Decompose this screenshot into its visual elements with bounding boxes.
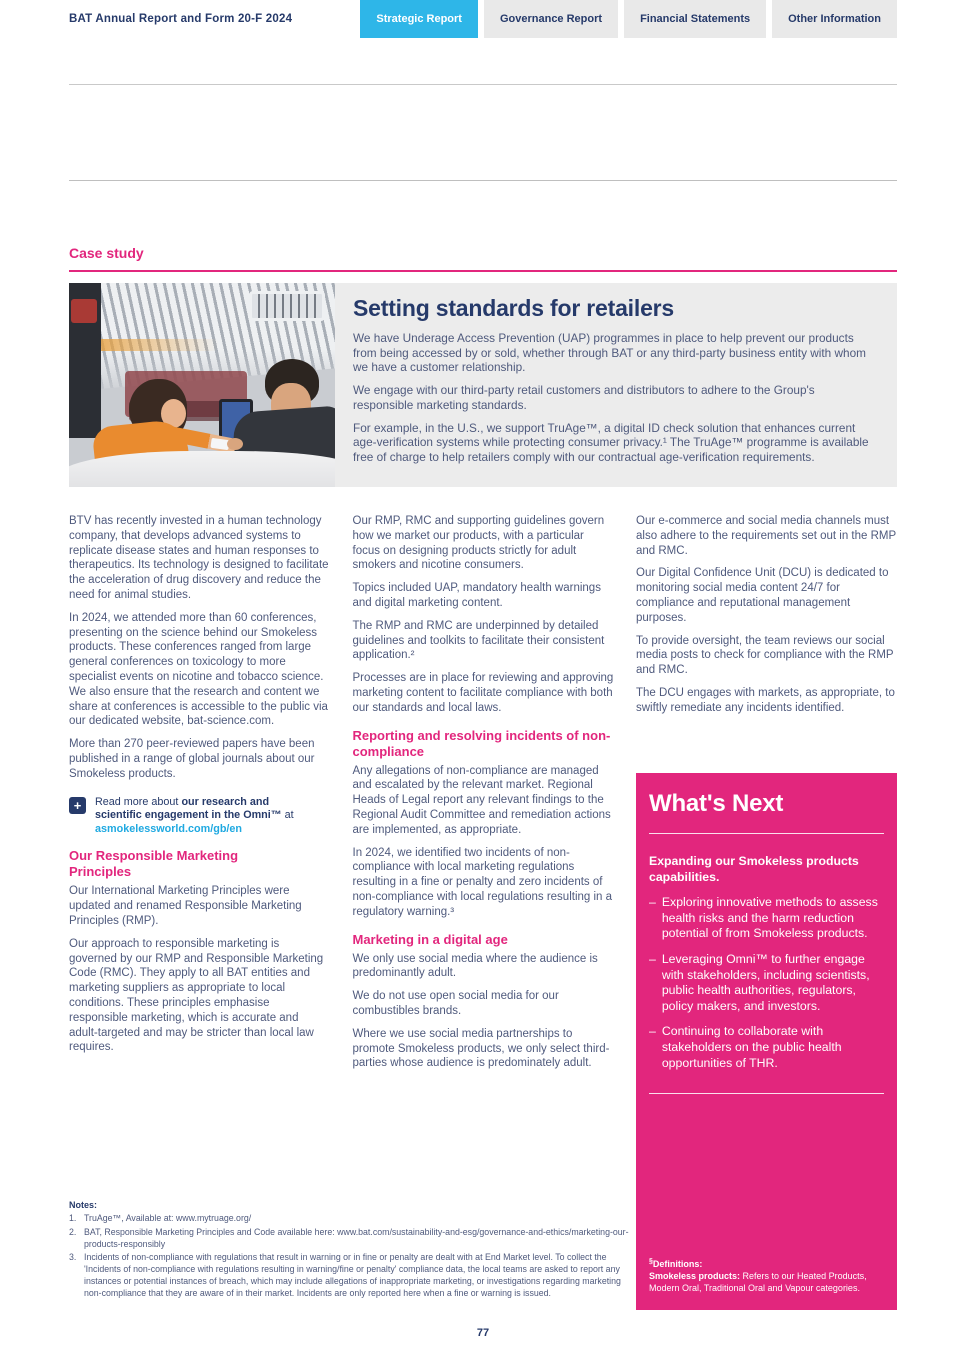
- case-study-panel: [335, 283, 897, 487]
- note-item: [69, 1227, 637, 1251]
- read-more-text: [95, 796, 313, 837]
- read-more-bold: our research and scientific engagement in the Omni™: [95, 795, 282, 822]
- read-more-mid: at: [281, 809, 294, 822]
- photo-air-vent: [249, 291, 325, 321]
- section-tabs: [360, 0, 897, 38]
- case-study-paragraph: For example, in the U.S., we support TruAge™, a digital ID check solution that enhances current age-verification systems while protecting consumer privacy.¹ The TruAge™ programme is available free of charge to help retailers comply with our contractual age-verification requirements.: [353, 420, 869, 464]
- note-text: BAT, Responsible Marketing Principles and Code available here: www.bat.com/sustainability-and-esg/governance-and-ethics/marketing-our-products-responsibly: [84, 1226, 629, 1249]
- report-title: BAT Annual Report and Form 20-F 2024: [69, 13, 293, 25]
- tab-strategic-report[interactable]: Strategic Report: [360, 0, 478, 38]
- definitions-label-line: [649, 1256, 884, 1270]
- definitions-footnote: [649, 1256, 884, 1294]
- whats-next-panel: [636, 773, 897, 1310]
- column-1: [69, 514, 330, 1079]
- read-more-callout: [69, 796, 330, 837]
- case-study-paragraph: We have Underage Access Prevention (UAP) programmes in place to help prevent our products from being accessed by or sold, whether through BAT or any third-party business entity with whom we have a customer relationship.: [353, 331, 866, 375]
- photo-red-signage: [71, 299, 97, 323]
- body-paragraph: Our International Marketing Principles were updated and renamed Responsible Marketing Principles (RMP).: [69, 885, 302, 927]
- whats-next-divider: [649, 833, 884, 834]
- page-number: 77: [476, 1327, 490, 1339]
- tab-financial-statements[interactable]: Financial Statements: [624, 0, 766, 38]
- photo-customer-hand: [227, 438, 243, 450]
- body-paragraph: Topics included UAP, mandatory health warnings and digital marketing content.: [352, 582, 601, 609]
- body-paragraph: In 2024, we identified two incidents of non-compliance with local marketing regulations resulting in a fine or penalty and zero incidents of non-compliance with local regulations resulting in a regulatory warning.³: [352, 846, 613, 918]
- divider-second: [69, 180, 897, 181]
- body-paragraph: Where we use social media partnerships to promote Smokeless products, we only select third-parties whose audience is predominately adult.: [352, 1027, 610, 1070]
- body-paragraph: We only use social media where the audience is predominantly adult.: [352, 952, 598, 980]
- body-paragraph: We do not use open social media for our combustibles brands.: [352, 990, 559, 1017]
- subhead-responsible-marketing-principles: Our Responsible Marketing Principles: [69, 848, 239, 880]
- body-paragraph: The DCU engages with markets, as appropriate, to swiftly remediate any incidents identified.: [636, 686, 895, 714]
- subhead-marketing-digital-age: Marketing in a digital age: [352, 931, 508, 947]
- body-paragraph: Our approach to responsible marketing is governed by our RMP and Responsible Marketing Code (RMC). They apply to all BAT entities and marketing suppliers as appropriate to local conditions. These principles emphasise responsible marketing, which is accurate and adult-targeted and may be stricter than local law requires.: [69, 937, 324, 1054]
- note-number: 3.: [69, 1252, 77, 1263]
- note-item: [69, 1213, 637, 1225]
- column-2: [353, 514, 614, 1079]
- notes-label: Notes:: [69, 1200, 98, 1210]
- asmokelessworld-link[interactable]: asmokelessworld.com/gb/en: [95, 822, 243, 835]
- body-paragraph: The RMP and RMC are underpinned by detailed guidelines and toolkits to facilitate their consistent application.²: [352, 619, 605, 662]
- divider-top: [69, 84, 897, 85]
- definitions-term: Smokeless products:: [649, 1271, 741, 1281]
- whats-next-title: What's Next: [649, 790, 784, 817]
- tab-other-information[interactable]: Other Information: [772, 0, 897, 38]
- definitions-text-line: [649, 1270, 884, 1294]
- body-paragraph: More than 270 peer-reviewed papers have been published in a range of global journals about our Smokeless products.: [69, 738, 315, 780]
- body-paragraph: Any allegations of non-compliance are managed and escalated by the relevant market. Regional Heads of Legal report any relevant findings to the Regional Audit Committee and remediation actions are implemented, as appropriate.: [352, 764, 611, 836]
- case-study-paragraph: We engage with our third-party retail customers and distributors to adhere to the Group's responsible marketing standards.: [353, 383, 815, 412]
- body-paragraph: Processes are in place for reviewing and approving marketing content to facilitate compliance with both our standards and local laws.: [352, 672, 614, 714]
- body-paragraph: BTV has recently invested in a human technology company, that develops advanced systems to replicate disease states and human responses to therapeutics. Its technology is designed to facilitate the acceleration of drug discovery and reduce the need for animal studies.: [69, 515, 329, 601]
- note-number: 2.: [69, 1226, 77, 1237]
- subhead-reporting-incidents: Reporting and resolving incidents of non-compliance: [352, 727, 611, 759]
- note-text: Incidents of non-compliance with regulations that result in warning or in fine or penalty are dealt with at End Market level. To collect the 'Incidents of non-compliance with regulations resulting in warning/fine or penalty' compliance data, the local teams are asked to report any instances or potential instances of breach, which may include allegations of inappropriate marketing, or investigations regarding marketing non-compliance that they are aware of in their market. Incidents are only reported here when a fine or warning is issued.: [84, 1252, 621, 1298]
- note-number: 1.: [69, 1213, 77, 1223]
- whats-next-lead: Expanding our Smokeless products capabilities.: [649, 854, 859, 884]
- case-study-section: [69, 283, 897, 487]
- notes-section: [69, 1200, 637, 1302]
- body-paragraph: In 2024, we attended more than 60 conferences, presenting on the science behind our Smokeless products. These conferences ranged from large general conferences on toxicology to more specialist events on nicotine and tobacco science. We also ensure that the research and content we share at conferences is accessible to the public via our dedicated website, bat-science.com.: [69, 611, 328, 728]
- case-study-eyebrow: Case study: [69, 245, 144, 261]
- photo-counter: [69, 451, 335, 487]
- whats-next-bullet: – Leveraging Omni™ to further engage with stakeholders, including scientists, public health authorities, regulators, policy makers, and investors.: [649, 952, 884, 1014]
- read-more-prefix: Read more about: [95, 795, 182, 808]
- definitions-text: Refers to our Heated Products, Modern Oral, Traditional Oral and Vapour categories.: [649, 1271, 867, 1293]
- case-study-title: Setting standards for retailers: [353, 295, 674, 321]
- whats-next-bullet: – Exploring innovative methods to assess health risks and the harm reduction potential of from Smokeless products.: [649, 895, 884, 942]
- case-study-rule: [69, 270, 897, 272]
- body-paragraph: To provide oversight, the team reviews our social media posts to check for compliance with the RMP and RMC.: [636, 634, 894, 677]
- body-paragraph: Our e-commerce and social media channels must also adhere to the requirements set out in the RMP and RMC.: [636, 515, 896, 557]
- plus-icon: +: [69, 797, 86, 814]
- definitions-marker: §: [649, 1258, 653, 1265]
- definitions-label: Definitions:: [652, 1259, 703, 1269]
- case-study-photo: [69, 283, 335, 487]
- note-item: [69, 1252, 637, 1299]
- note-text: TruAge™, Available at: www.mytruage.org/: [84, 1213, 252, 1223]
- tab-governance-report[interactable]: Governance Report: [484, 0, 618, 38]
- body-paragraph: Our Digital Confidence Unit (DCU) is dedicated to monitoring social media content 24/7 for compliance and reputational management purposes.: [636, 567, 889, 624]
- whats-next-bottom-divider: [649, 1093, 884, 1094]
- whats-next-bullet: – Continuing to collaborate with stakeholders on the public health opportunities of THR.: [649, 1024, 884, 1071]
- body-paragraph: Our RMP, RMC and supporting guidelines govern how we market our products, with a particular focus on designing products strictly for adult smokers and nicotine consumers.: [352, 515, 605, 572]
